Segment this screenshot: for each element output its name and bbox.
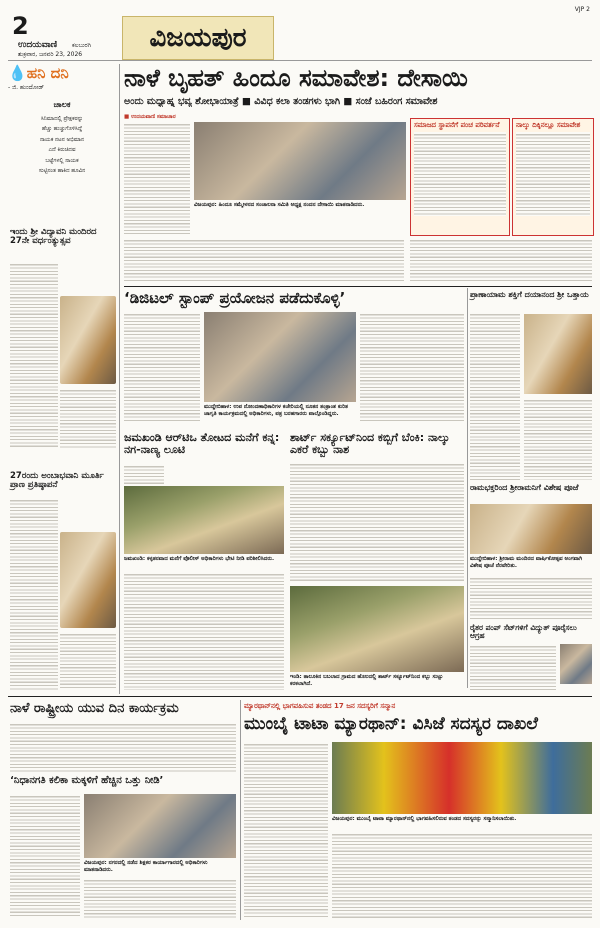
left-story1-text <box>10 262 58 447</box>
pranayama-headline: ಪ್ರಾಣಾಯಾಮ ಶಕ್ತಿಗೆ ದಯಾನಂದ ಶ್ರೀ ಒತ್ತಾಯ <box>470 290 589 299</box>
left-story1-text2 <box>60 388 116 448</box>
lead-headline: ನಾಳೆ ಬೃಹತ್ ಹಿಂದೂ ಸಮಾವೇಶ: ದೇಸಾಯಿ <box>124 64 468 92</box>
rama-headline: ರಾಮಭಕ್ತರಿಂದ ಶ್ರೀರಾಮನಿಗೆ ವಿಶೇಷ ಪೂಜೆ <box>470 483 579 492</box>
digital-caption: ಮುದ್ದೇಬಿಹಾಳ: ಉಪ ನೋಂದಣಾಧಿಕಾರಿಗಳ ಕಚೇರಿಯಲ್ಲಿ ನೂತನ ತಂತ್ರಾಂಶ ಕುರಿತ ಜಾಗೃತಿ ಕಾರ್ಯಕ್ರಮದಲ್ಲಿ ಅಧಿಕಾರಿಗಳು, ಪತ್ರ ಬರಹಗಾರರು ಪಾಲ್ಗೊಂಡಿದ್ದರು. <box>204 404 348 417</box>
raitha-headline: ರೈತರ ಪಂಪ್ ಸೆಟ್‌ಗಳಿಗೆ ವಿದ್ಯುತ್ ಪೂರೈಸಲು ಆಗ್ರಹ <box>470 623 577 640</box>
mid-rule <box>8 696 592 697</box>
pranayama-text <box>470 312 520 480</box>
hanidani-author: - ಜಿ. ಹುಂದೋಡ್ <box>8 84 45 91</box>
poem-line: ಸುಟ್ಟಿನಂತ ಹಾಕಿದ ಹೂವಿನ <box>38 168 86 175</box>
rama-photo <box>470 504 592 554</box>
lead-bottom-rule <box>124 286 592 287</box>
raitha-text <box>470 644 556 690</box>
box-samaja <box>410 118 510 236</box>
edition-name: ಕಲಬುರಗಿ <box>72 42 92 49</box>
mumbai-text2 <box>332 832 592 918</box>
left-col-divider <box>119 64 120 694</box>
lead-text-col3 <box>410 238 592 282</box>
nidhana-text <box>10 794 80 918</box>
city-banner <box>122 16 274 60</box>
jamakhandi-caption: ಜಮಖಂಡಿ: ಕಳ್ಳತನವಾದ ಮನೆಗೆ ಪೊಲೀಸ್ ಅಧಿಕಾರಿಗಳು ಭೇಟಿ ನೀಡಿ ಪರಿಶೀಲಿಸಿದರು. <box>124 556 275 562</box>
nidhana-headline: ‘ನಿಧಾನಗತಿ ಕಲಿಕಾ ಮಕ್ಕಳಿಗೆ ಹೆಚ್ಚಿನ ಒತ್ತು ನೀಡಿ’ <box>10 775 164 786</box>
rashtriya-text <box>10 722 236 772</box>
shortcircuit-photo <box>290 586 464 672</box>
rama-caption: ಮುದ್ದೇಬಿಹಾಳ: ಶ್ರೀರಾಮ ಮಂದಿರದ ವಾರ್ಷಿಕೋತ್ಸವ ಅಂಗವಾಗಿ ವಿಶೇಷ ಪೂಜೆ ನೆರವೇರಿತು. <box>470 556 583 569</box>
poem-line: ಬಟ್ಟೆಗಳಲ್ಲಿ ನಾಯಕ <box>45 157 79 164</box>
mumbai-headline: ಮುಂಬೈ ಟಾಟಾ ಮ್ಯಾರಥಾನ್: ವಿಸಿಜೆ ಸದಸ್ಯರ ದಾಖಲೆ <box>244 714 538 734</box>
date-line: ಶುಕ್ರವಾರ, ಜನವರಿ 23, 2026 <box>18 51 83 58</box>
deity2-photo <box>60 532 116 628</box>
hanidani-subtitle: ಚಾಲಕ <box>53 100 71 109</box>
lead-text-col1 <box>124 122 190 234</box>
left-story2-text2 <box>60 632 116 690</box>
raitha-photo <box>560 644 592 684</box>
poem-line: ಹೆಚ್ಚು ಹುಚ್ಚುಗೊಳಿಸಿದ್ದೆ <box>41 126 83 133</box>
left-story2-headline: 27ರಂದು ಅಂಬಾಭವಾನಿ ಮೂರ್ತಿ ಪ್ರಾಣ ಪ್ರತಿಷ್ಠಾಪನೆ <box>10 471 104 490</box>
poem-line: ನಾಯಕ ನಟನ ಅಭಿಮಾನ <box>39 136 85 143</box>
nidhana-photo <box>84 794 236 858</box>
hanidani-title: 💧ಹನಿ ದನಿ <box>8 64 69 82</box>
corner-code: VJP 2 <box>574 6 590 13</box>
lead-subhead: ಅಂದು ಮಧ್ಯಾಹ್ನ ಭವ್ಯ ಶೋಭಾಯಾತ್ರೆ ■ ವಿವಿಧ ಕಲಾ ತಂಡಗಳು ಭಾಗಿ ■ ಸಂಜೆ ಬಹಿರಂಗ ಸಮಾವೇಶ <box>124 96 438 107</box>
pranayama-text2 <box>524 398 592 480</box>
lead-caption: ವಿಜಯಪುರ: ಹಿಂದೂ ಸಮ್ಮೇಳನದ ಸಂಚಾಲನಾ ಸಮಿತಿ ಅಧ್ಯಕ್ಷ ನಂದನ ದೇಸಾಯಿ ಮಾತನಾಡಿದರು. <box>194 202 365 208</box>
lead-text-col2 <box>124 238 404 282</box>
left-story2-text <box>10 498 58 690</box>
masthead-rule <box>8 60 592 61</box>
mumbai-kicker: ಮ್ಯಾರಥಾನ್‌ನಲ್ಲಿ ಭಾಗವಹಿಸುವ ತಂಡದ 17 ಜನ ಸದಸ್ಯರಿಗೆ ಸನ್ಮಾನ <box>244 702 396 710</box>
shortcircuit-headline: ಶಾರ್ಟ್ ಸರ್ಕ್ಯೂಟ್‌ನಿಂದ ಕಬ್ಬಿಗೆ ಬೆಂಕಿ: ನಾಲ್ಕು ಎಕರೆ ಕಬ್ಬು ನಾಶ <box>290 431 450 456</box>
rama-text <box>470 576 592 620</box>
nidhana-text2 <box>84 878 236 918</box>
box-samaja-title: ಸಮಾಜದ ಸ್ಥಾಪನೆಗೆ ಪಂಚ ಪರಿವರ್ತನೆ <box>414 121 500 129</box>
hanidani-box <box>8 64 116 224</box>
drop-icon: 💧 <box>8 64 27 82</box>
mumbai-text1 <box>244 742 328 918</box>
rashtriya-headline: ನಾಳೆ ರಾಷ್ಟ್ರೀಯ ಯುವ ದಿನ ಕಾರ್ಯಕ್ರಮ <box>10 701 179 716</box>
left-story1-headline: ಇಂದು ಶ್ರೀ ವಿದ್ಯಾವನಿ ಮಂದಿರದ 27ನೇ ವರ್ಧಂತ್ಯುತ್ಸವ <box>10 227 97 246</box>
paper-name: ಉದಯವಾಣಿ <box>18 40 58 50</box>
city-name: ವಿಜಯಪುರ <box>149 23 247 53</box>
jamakhandi-text2 <box>124 572 284 690</box>
mumbai-caption: ವಿಜಯಪುರ: ಮುಂಬೈ ಟಾಟಾ ಮ್ಯಾರಥಾನ್‌ನಲ್ಲಿ ಭಾಗವಹಿಸಲಿರುವ ತಂಡದ ಸದಸ್ಯರನ್ನು ಸನ್ಮಾನಿಸಲಾಯಿತು. <box>332 816 517 822</box>
digital-text1 <box>124 312 200 422</box>
nidhana-caption: ವಿಜಯಪುರ: ನಗರದಲ್ಲಿ ನಡೆದ ಶಿಕ್ಷಕರ ಕಾರ್ಯಾಗಾರದಲ್ಲಿ ಅಧಿಕಾರಿಗಳು ಮಾತನಾಡಿದರು. <box>84 860 208 873</box>
poem-line: ಎದೆ ಕಿರುಚಿದವ <box>48 147 76 154</box>
jamakhandi-headline: ಜಮಖಂಡಿ ಆರ್‌ಟಿಒ ತೋಟದ ಮನೆಗೆ ಕನ್ನ: ನಗ-ನಾಣ್ಯ ಲೂಟಿ <box>124 431 280 456</box>
digital-text2 <box>360 312 464 422</box>
box-naalu <box>512 118 594 236</box>
bottom-divider <box>240 700 241 920</box>
deity-photo <box>60 296 116 384</box>
digital-photo <box>204 312 356 402</box>
box-naalu-title: ನಾಲ್ಕು ದಿಕ್ಕಿನಲ್ಲೂ ಸಮಾವೇಶ <box>516 121 581 129</box>
shortcircuit-caption: ಇಂಡಿ: ತಾಲೂಕಿನ ಬಬಲಾದ ಗ್ರಾಮದ ಹೊಲದಲ್ಲಿ ಶಾರ್ಟ್ ಸರ್ಕ್ಯೂಟ್‌ನಿಂದ ಕಬ್ಬು ಸುಟ್ಟು ಕರಕಲಾಗಿದೆ. <box>290 674 443 687</box>
lead-byline: ■ ಉದಯವಾಣಿ ಸಮಾಚಾರ <box>124 114 176 120</box>
jamakhandi-photo <box>124 486 284 554</box>
digital-headline: ‘ಡಿಜಿಟಲ್ ಸ್ಟಾಂಪ್ ಪ್ರಯೋಜನ ಪಡೆದುಕೊಳ್ಳಿ’ <box>124 289 346 307</box>
poem-line: ಸಿನಿಮಾದಲ್ಲಿ ಪ್ರೇಕ್ಷಕರನ್ನು <box>40 116 84 122</box>
shortcircuit-text <box>290 462 464 582</box>
page-number: 2 <box>12 12 29 40</box>
swamiji-photo <box>524 314 592 394</box>
lead-photo <box>194 122 406 200</box>
mumbai-photo <box>332 742 592 814</box>
right-col-divider <box>467 288 468 688</box>
